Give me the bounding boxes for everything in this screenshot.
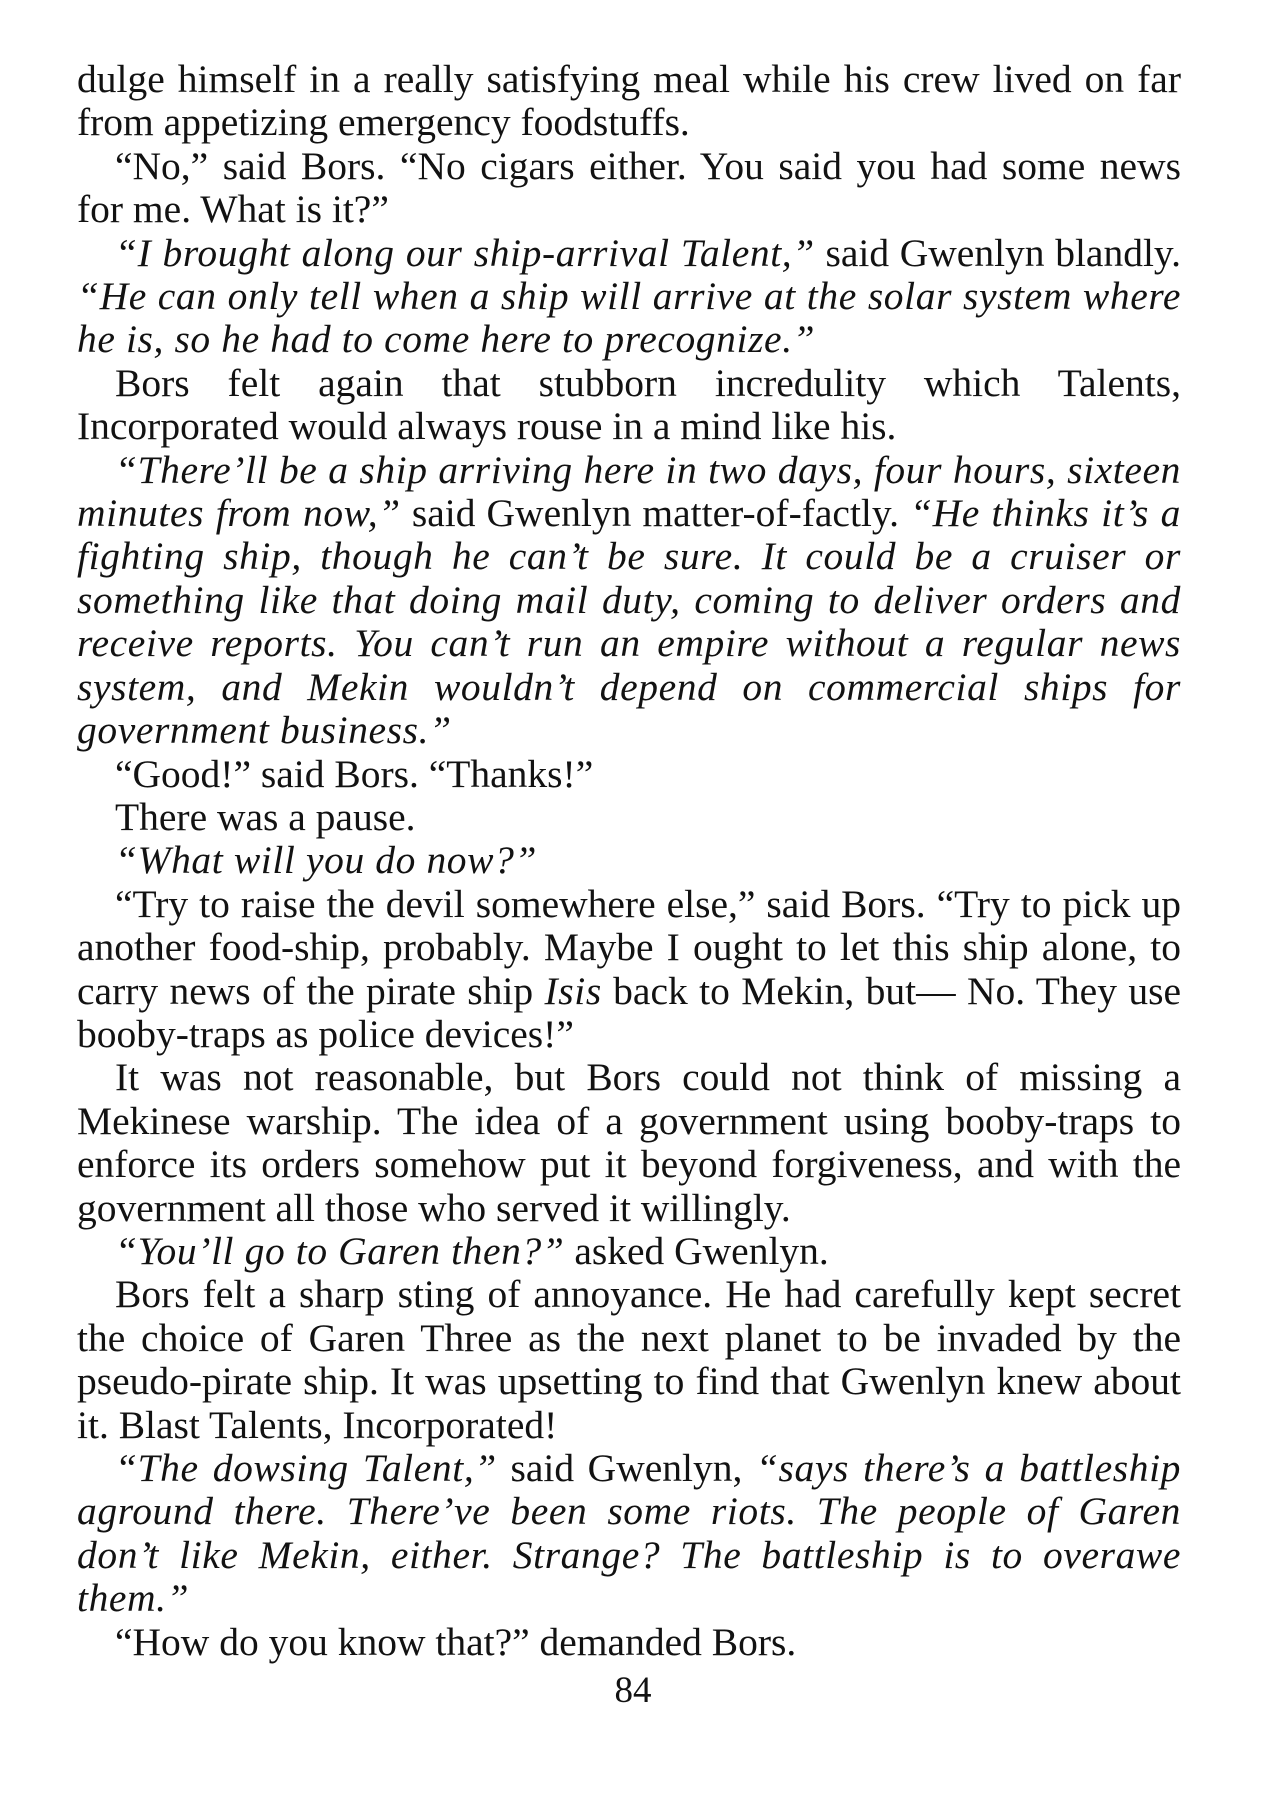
paragraph-10 <box>77 1230 1181 1273</box>
paragraph-13 <box>77 1621 1181 1664</box>
paragraph-2 <box>77 232 1181 362</box>
italic-speech: “says there’s a battleship aground there. There’ve been some riots. The people of Garen don’t like Mekin, either. Strange? The battleship is to overawe them.” <box>77 1446 1181 1621</box>
body-text <box>77 58 1181 1664</box>
italic-speech: “The dowsing Talent,” <box>115 1446 497 1490</box>
text-segment: “Try to raise the devil somewhere else,” said Bors. “Try to pick up another food-ship, probably. Maybe I ought to let this ship alone, to carry news of the pirate ship <box>77 881 1181 1013</box>
paragraph-9 <box>77 1056 1181 1230</box>
paragraph-4 <box>77 449 1181 753</box>
text-segment: said Gwenlyn blandly. <box>814 230 1181 275</box>
paragraph-8 <box>77 883 1181 1057</box>
text-segment: dulge himself in a really satisfying meal while his crew lived on far from appetizing emergency foodstuffs. <box>77 57 1181 145</box>
italic-speech: “I brought along our ship-arrival Talent,” <box>115 230 815 275</box>
italic-speech: “He can only tell when a ship will arrive at the solar system where he is, so he had to come here to precognize.” <box>77 274 1181 362</box>
italic-speech: “You’ll go to Garen then?” <box>115 1228 565 1273</box>
text-segment: “Good!” said Bors. “Thanks!” <box>115 751 594 796</box>
text-segment: said Gwenlyn, <box>496 1446 756 1490</box>
paragraph-5 <box>77 753 1181 796</box>
paragraph-6 <box>77 796 1181 839</box>
paragraph-3 <box>77 362 1181 449</box>
page-number: 84 <box>614 1670 652 1711</box>
text-segment: Bors felt a sharp sting of annoyance. He had carefully kept secret the choice of Garen Three as the next planet to be invaded by the pseudo-pirate ship. It was upsetting to find that Gwenlyn knew about it. Blast Talents, Incorporated! <box>77 1272 1181 1447</box>
paragraph-12 <box>77 1447 1181 1621</box>
italic-speech: “What will you do now?” <box>115 838 538 883</box>
paragraph-11 <box>77 1273 1181 1447</box>
italic-speech: “There’ll be a ship arriving here in two days, four hours, sixteen minutes from now,” <box>77 447 1181 536</box>
paragraph-0 <box>77 58 1181 145</box>
text-segment: It was not reasonable, but Bors could not think of missing a Mekinese warship. The idea of a government using booby-traps to enforce its orders somehow put it beyond forgiveness, and with the government all those who served it willingly. <box>77 1055 1181 1230</box>
text-segment: “No,” said Bors. “No cigars either. You said you had some news for me. What is it?” <box>77 143 1181 232</box>
text-segment: Bors felt again that stubborn incredulity which Talents, Incorporated would always rouse in a mind like his. <box>77 360 1181 449</box>
text-segment: back to Mekin, but— No. They use booby-traps as police devices!” <box>77 968 1181 1056</box>
text-segment: “How do you know that?” demanded Bors. <box>115 1619 797 1664</box>
ship-name: Isis <box>544 968 602 1013</box>
text-segment: said Gwenlyn matter-of-factly. <box>400 491 911 536</box>
paragraph-7 <box>77 839 1181 882</box>
text-segment: asked Gwenlyn. <box>564 1228 829 1273</box>
italic-speech: “He thinks it’s a fighting ship, though he can’t be sure. It could be a cruiser or something like that doing mail duty, coming to deliver orders and receive reports. You can’t run an empire without a regular news system, and Mekin wouldn’t depend on commercial ships for government business.” <box>77 491 1181 753</box>
text-segment: There was a pause. <box>115 794 416 839</box>
paragraph-1 <box>77 145 1181 232</box>
